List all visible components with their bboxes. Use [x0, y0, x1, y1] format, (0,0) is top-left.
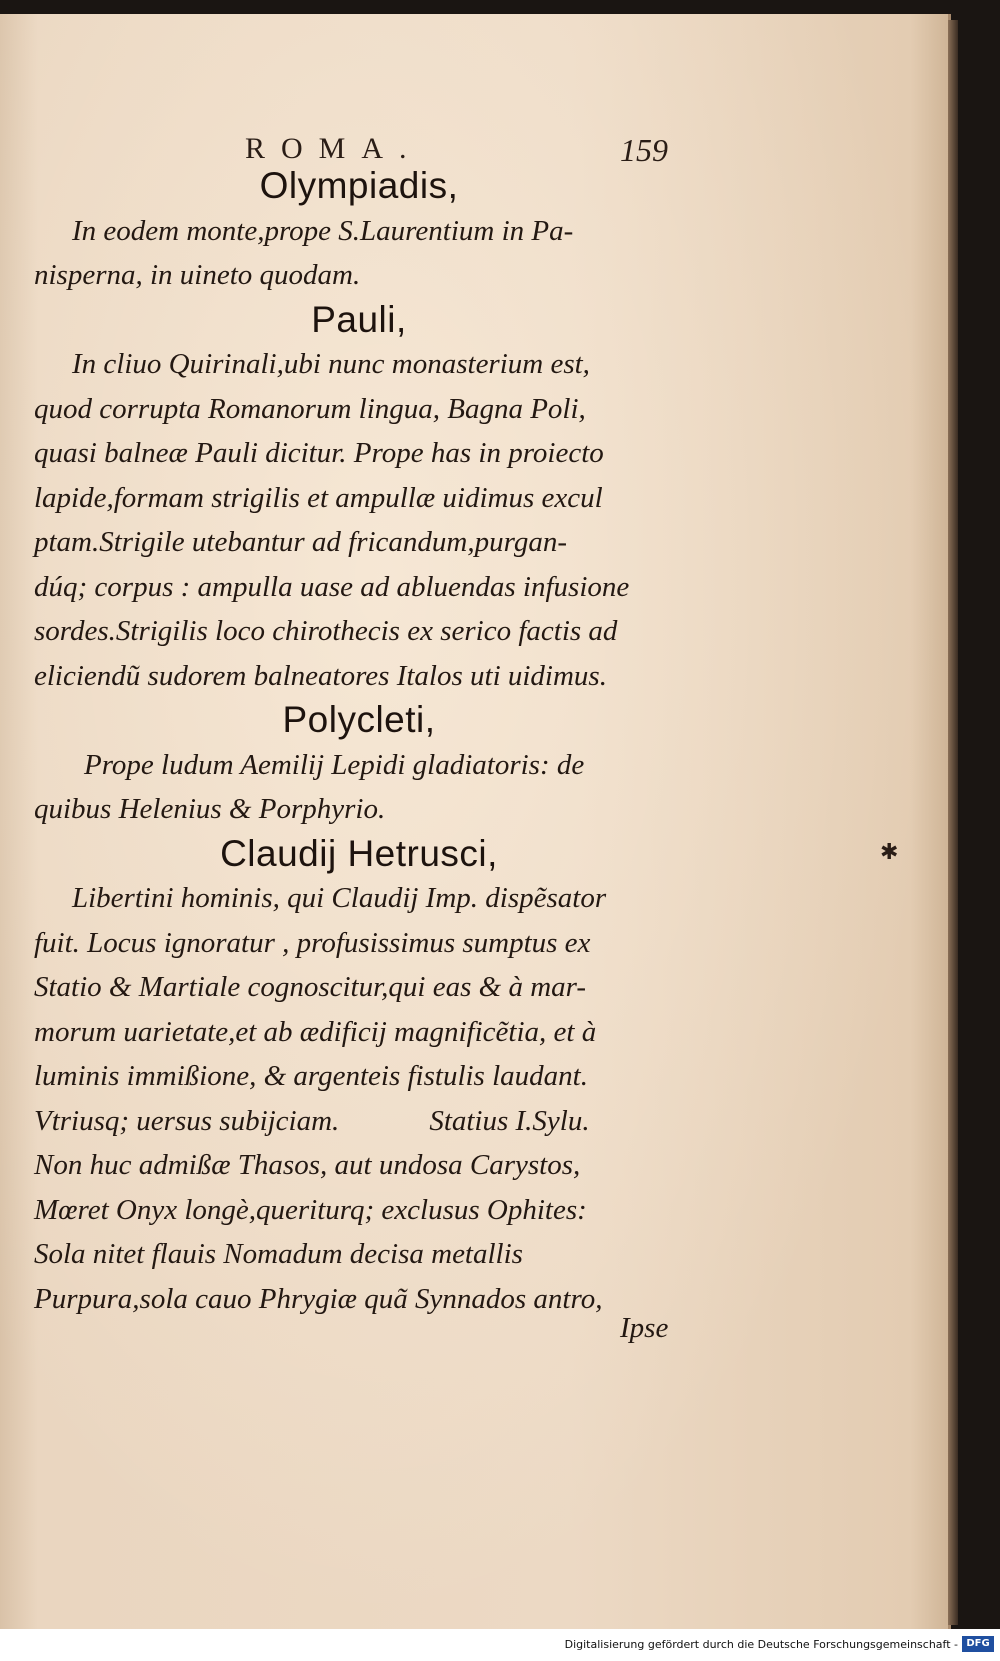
line-text: Purpura,sola cauo Phrygiæ quã Synnados antro,: [34, 1282, 603, 1315]
page-number: 159: [620, 132, 668, 168]
line-text: Prope ludum Aemilij Lepidi gladiatoris: de: [84, 748, 585, 781]
line-text: Non huc admißæ Thasos, aut undosa Carystos,: [34, 1149, 581, 1181]
page-edge: [948, 20, 958, 1625]
text-line: [34, 520, 684, 565]
text-line: [34, 209, 684, 254]
catchword: Ipse: [620, 1312, 669, 1344]
text-line: [34, 921, 684, 966]
line-text: quasi balneæ Pauli dicitur. Prope has in proiecto: [34, 437, 604, 469]
line-text: nisperna, in uineto quodam.: [34, 259, 361, 291]
text-line: [34, 476, 684, 521]
line-text: Pauli,: [311, 298, 407, 340]
text-line: [34, 342, 684, 387]
text-line: [34, 787, 684, 832]
section-heading: [34, 164, 684, 209]
text-line: [34, 565, 684, 610]
line-text: Mœret Onyx longè,queriturq; exclusus Ophites:: [34, 1193, 587, 1226]
footer-bar: [0, 1629, 1000, 1661]
text-line: [34, 431, 684, 476]
dfg-logo-icon[interactable]: DFG: [962, 1636, 994, 1652]
text-line: [34, 876, 684, 921]
text-line: [34, 1054, 684, 1099]
line-text: lapide,formam strigilis et ampullæ uidimus excul: [34, 481, 603, 514]
text-line: [34, 1188, 684, 1233]
running-head: ROMA.: [245, 132, 423, 165]
text-line: [34, 1010, 684, 1055]
text-block: [34, 164, 684, 1321]
section-heading: [34, 698, 684, 743]
section-heading: [34, 832, 684, 877]
text-line: [34, 1099, 684, 1144]
line-text: Vtriusq; uersus subijciam.: [34, 1104, 340, 1137]
book-page: [0, 14, 951, 1629]
text-line: [34, 1232, 684, 1277]
line-text: Claudij Hetrusci,: [220, 832, 498, 874]
line-text: Polycleti,: [282, 699, 436, 740]
line-text: ptam.Strigile utebantur ad fricandum,purgan-: [34, 526, 567, 558]
dfg-credit: Digitalisierung gefördert durch die Deutsche Forschungsgemeinschaft -: [564, 1638, 958, 1651]
section-heading: [34, 298, 684, 343]
line-text: fuit. Locus ignoratur , profusissimus sumptus ex: [34, 926, 591, 959]
line-text: eliciendũ sudorem balneatores Italos uti uidimus.: [34, 659, 607, 692]
line-text: In eodem monte,prope S.Laurentium in Pa-: [72, 214, 574, 247]
line-text: quibus Helenius & Porphyrio.: [34, 793, 386, 825]
text-line: [34, 743, 684, 788]
line-text: luminis immißione, & argenteis fistulis laudant.: [34, 1060, 588, 1092]
text-line: [34, 253, 684, 298]
source-citation: Statius I.Sylu.: [429, 1104, 590, 1137]
text-line: [34, 609, 684, 654]
text-line: [34, 654, 684, 699]
line-text: dúq; corpus : ampulla uase ad abluendas infusione: [34, 570, 630, 603]
line-text: In cliuo Quirinali,ubi nunc monasterium est,: [72, 348, 590, 380]
line-text: Statio & Martiale cognoscitur,qui eas & à mar-: [34, 971, 587, 1003]
text-line: [34, 965, 684, 1010]
text-line: [34, 387, 684, 432]
ornament-icon: ✱: [880, 839, 899, 864]
line-text: sordes.Strigilis loco chirothecis ex serico factis ad: [34, 615, 618, 647]
line-text: Libertini hominis, qui Claudij Imp. dispẽsator: [72, 882, 607, 914]
line-text: Olympiadis,: [259, 165, 459, 206]
text-line: [34, 1277, 684, 1322]
line-text: Sola nitet flauis Nomadum decisa metallis: [34, 1238, 523, 1270]
text-line: [34, 1143, 684, 1188]
line-text: morum uarietate,et ab ædificij magnificẽtia, et à: [34, 1015, 597, 1048]
line-text: quod corrupta Romanorum lingua, Bagna Poli,: [34, 392, 586, 425]
